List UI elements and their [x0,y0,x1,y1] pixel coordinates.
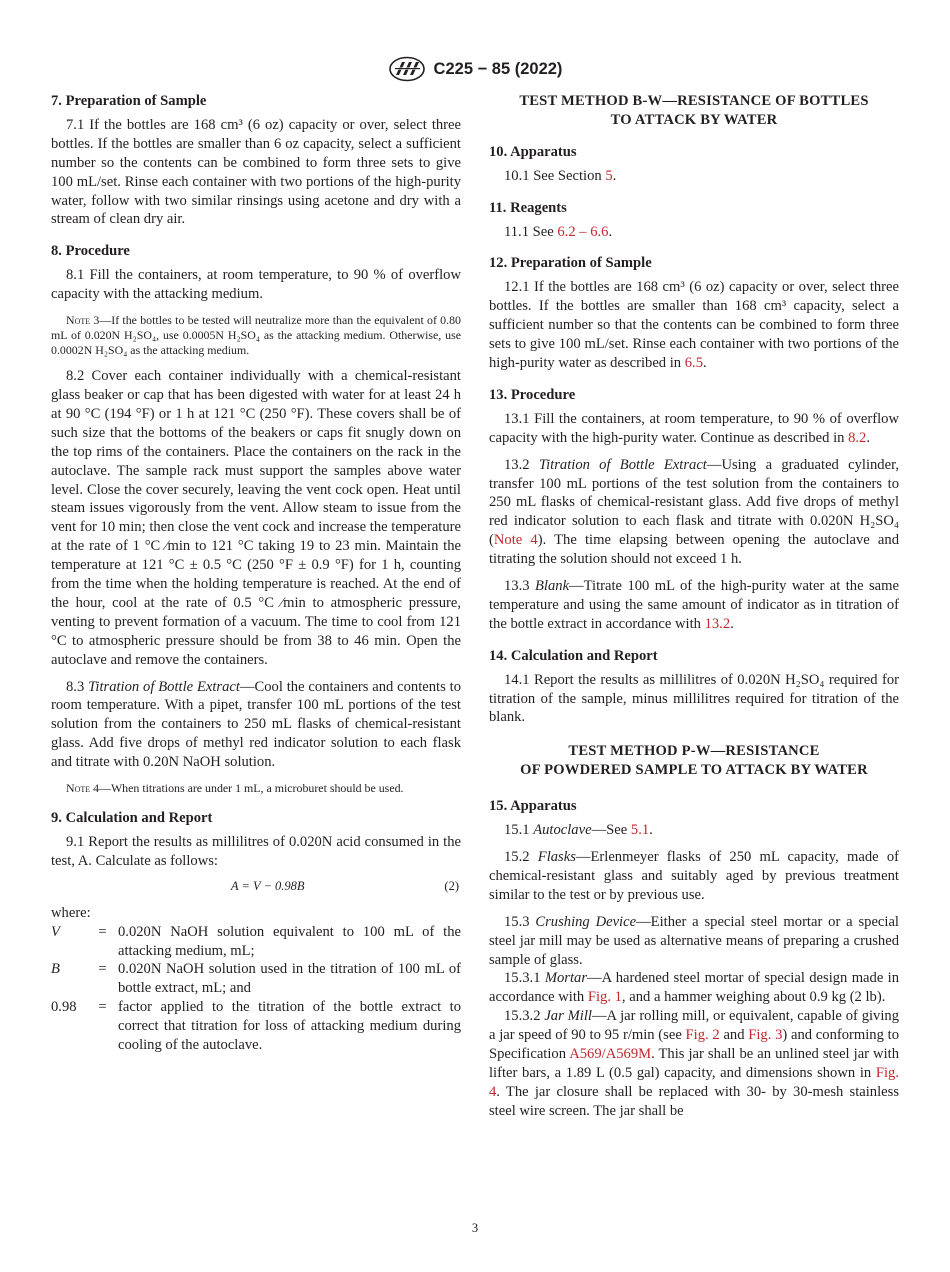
paragraph-text: —A hardened steel mortar of special design made in accordance with [489,970,899,1006]
where-equals: = [98,999,107,1016]
paragraph-tail: . [730,615,734,632]
paragraph-number: 15.1 [504,822,530,839]
paragraph-title: Titration of Bottle Extract [88,678,240,695]
page-header [0,56,950,82]
section-heading: 12. Preparation of Sample [489,255,652,272]
where-equals: = [98,923,107,940]
right-column [489,92,899,1121]
paragraph-8-2: 8.2 Cover each container individually with a chemical-resistant glass beaker or cap that has been digested with water for at least 24 h at 90 °C (194 °F) or 1 h at 121 °C (250 °F). These covers shall be of such size that the bottoms of the beakers or caps fit snugly down on the top rims of the containers. Place the containers on the rack in the autoclave. The sample rack must support the samples above water level. Close the cover securely, leaving the vent cock open. Heat until steam issues vigorously from the vent. Allow steam to issue from the vent for 10 min; then close the vent cock and increase the temperature at the rate of 1 °C ⁄min to 121 °C taking 19 to 23 min. Maintain the temperature at 121 °C ± 0.5 °C (250 °F ± 0.9 °F) for 1 h, counting from the time when the holding temperature is reached. At the end of the hour, cool at the rate of 0.5 °C ⁄min to atmospheric pressure, venting to prevent formation of a vacuum. The time to cool from 121 °C to atmospheric pressure should be from 38 to 46 min. Open the autoclave and remove the containers. [51,368,461,668]
page-number: 3 [471,1221,479,1235]
paragraph-15-3-1 [489,969,899,1007]
note-label: Note 4 [66,781,100,796]
document-designation: C225 − 85 (2022) [433,59,563,78]
paragraph-text: ) and conforming to Specification [489,1027,899,1063]
figure-link[interactable]: Fig. 4 [489,1064,899,1100]
paragraph-tail: . [612,167,617,184]
paragraph-8-1: 8.1 Fill the containers, at room temperature, to 90 % of overflow capacity with the attacking medium. [51,267,461,303]
paragraph-text: —Either a special steel mortar or a special steel jar mill may be used as alternative means of preparing a crushed sample of glass. [489,913,899,968]
paragraph-15-3-2 [489,1007,899,1120]
where-row [51,960,461,998]
paragraph-tail: , and a hammer weighing about 0.9 kg (2 lb). [621,989,886,1006]
test-method-title [489,742,899,780]
paragraph-tail: . [703,354,707,371]
paragraph-9-1: 9.1 Report the results as millilitres of 0.020N acid consumed in the test, A. Calculate as follows: [51,834,461,869]
paragraph-text: 10.1 See Section [504,167,606,184]
paragraph-title: Crushing Device [535,913,637,930]
section-heading: 10. Apparatus [489,143,577,160]
paragraph-text: 13.1 Fill the containers, at room temperature, to 90 % of overflow capacity with the high-purity water. Continue as described in [489,410,899,446]
equation-formula: A = V − 0.98B [230,878,305,893]
note-link[interactable]: Note 4 [493,532,538,549]
figure-link[interactable]: Fig. 1 [587,989,622,1006]
paragraph-title: Titration of Bottle Extract [538,456,707,473]
note-text: —When titrations are under 1 mL, a microburet should be used. [99,781,404,796]
section-heading: 8. Procedure [51,243,130,260]
section-link[interactable]: 6.5 [684,354,703,371]
paragraph-text: . The jar closure shall be replaced with 30- by 30-mesh stainless steel wire screen. The jar shall be [489,1083,899,1119]
paragraph-text: —See [591,822,631,839]
note-text: —If the bottles to be tested will neutralize more than the equivalent of 0.80 mL of 0.020N H₂SO₄, use 0.0005N H₂SO₄ as the attacking medium. Otherwise, use 0.0002N H₂SO₄ as the attacking medium. [51,313,461,358]
paragraph-14-1: 14.1 Report the results as millilitres of 0.020N H₂SO₄ required for titration of the sample, minus millilitres required for titration of the blank. [489,671,899,726]
section-heading: 7. Preparation of Sample [51,93,207,109]
section-heading: 9. Calculation and Report [51,810,213,827]
where-symbol: V [51,923,60,940]
paragraph-title: Flasks [537,849,576,865]
where-definition: factor applied to the titration of the bottle extract to correct that titration for loss of attacking medium during cooling of the autoclave. [118,999,461,1054]
paragraph-text: —Using a graduated cylinder, transfer 100 mL portions of the test solution from the containers to 250 mL flasks of chemical-resistant glass. Add five drops of methyl red indicator solution to each flask and titrate with 0.020N H₂SO₄ ( [489,456,899,549]
note-label: Note 3 [66,313,100,328]
where-label: where: [51,904,91,921]
paragraph-15-2 [489,848,899,905]
where-symbol: 0.98 [51,999,77,1016]
paragraph-15-3 [489,913,899,970]
paragraph-text: —Cool the containers and contents to room temperature. With a pipet, transfer 100 mL portions of the test solution from the containers to 250 mL flasks of chemical-resistant glass. Add five drops of methyl red indicator solution to each flask and titrate with 0.20N NaOH solution. [51,678,461,771]
paragraph-12-1 [489,278,899,373]
test-method-title-line: TO ATTACK BY WATER [610,111,778,128]
paragraph-number: 8.3 [66,678,85,695]
paragraph-13-1 [489,410,899,448]
astm-logo-icon [388,56,426,82]
paragraph-tail: . [608,223,613,240]
paragraph-number: 13.3 [504,578,530,595]
equation-2 [51,877,461,896]
paragraph-tail: . [649,822,653,839]
section-heading: 13. Procedure [489,386,576,403]
test-method-title-line: OF POWDERED SAMPLE TO ATTACK BY WATER [520,762,868,779]
paragraph-tail: . [866,429,870,446]
section-link[interactable]: 8.2 [848,429,867,446]
paragraph-text: —Titrate 100 mL of the high-purity water at the same temperature and using the same amount of indicator as in titration of the bottle extract in accordance with [489,578,899,632]
paragraph-13-3 [489,577,899,634]
test-method-title-line: TEST METHOD P-W—RESISTANCE [568,743,820,760]
section-link[interactable]: 5.1 [630,822,650,839]
section-link[interactable]: 6.2 – 6.6 [557,223,609,240]
paragraph-8-3 [51,678,461,773]
paragraph-title: Jar Mill [544,1008,592,1025]
where-row [51,923,461,961]
paragraph-number: 13.2 [504,456,530,473]
paragraph-10-1 [489,167,899,186]
where-row [51,998,461,1055]
figure-link[interactable]: Fig. 3 [748,1027,783,1044]
paragraph-text: —Erlenmeyer flasks of 250 mL capacity, made of chemical-resistant glass and suitably aged by previous treatment similar to the test or by previous use. [489,849,900,903]
paragraph-text: —A jar rolling mill, or equivalent, capable of giving a jar speed of 90 to 95 r/min (see [489,1008,899,1044]
paragraph-text: 11.1 See [504,223,558,240]
paragraph-title: Autoclave [533,822,592,839]
test-method-title [489,92,899,130]
paragraph-number: 15.3.2 [504,1008,541,1025]
paragraph-title: Blank [535,578,570,595]
paragraph-13-2 [489,456,899,569]
figure-link[interactable]: Fig. 2 [685,1027,720,1044]
equation-number: (2) [444,878,459,893]
paragraph-text: and [719,1027,749,1044]
paragraph-15-1 [489,821,899,840]
paragraph-text: . This jar shall be an unlined steel jar with lifter bars, a 1.89 L (0.5 gal) capacity, and dimensions shown in [489,1046,899,1081]
section-link[interactable]: 5 [605,167,613,184]
paragraph-text: 12.1 If the bottles are 168 cm³ (6 oz) capacity or over, select three bottles. If the bottles are smaller than 168 cm³ capacity, select a sufficient number so that the contents can be combined to form three sets to give 100 mL/set. Rinse each container with two portions of the high-purity water as described in [489,279,899,371]
note-3 [51,313,461,358]
left-column [51,92,461,1055]
paragraph-number: 15.3.1 [504,970,541,987]
paragraph-7-1: 7.1 If the bottles are 168 cm³ (6 oz) capacity or over, select three bottles. If the bottles are smaller than 6 oz capacity, select a sufficient number so the contents can be combined to form three sets to give 100 mL/set. Rinse each container with two portions of the high-purity water, follow with two similar rinsings using acetone and dry with a stream of clean dry air. [51,116,461,228]
section-link[interactable]: 13.2 [704,615,731,632]
where-symbol: B [51,961,60,978]
where-definition: 0.020N NaOH solution used in the titration of 100 mL of bottle extract, mL; and [118,961,461,997]
paragraph-number: 15.3 [504,913,530,930]
section-heading: 14. Calculation and Report [489,647,658,664]
where-definition: 0.020N NaOH solution equivalent to 100 mL of the attacking medium, mL; [118,923,461,959]
paragraph-number: 15.2 [504,849,530,865]
note-4 [51,781,461,796]
paragraph-tail: ). The time elapsing between opening the autoclave and titrating the solution should not exceed 1 h. [489,532,899,568]
where-equals: = [98,961,107,978]
section-heading: 11. Reagents [489,199,567,216]
test-method-title-line: TEST METHOD B-W—RESISTANCE OF BOTTLES [519,93,869,109]
specification-link[interactable]: A569/A569M [569,1046,652,1063]
section-heading: 15. Apparatus [489,798,577,815]
paragraph-title: Mortar [544,970,588,987]
paragraph-11-1 [489,223,899,242]
